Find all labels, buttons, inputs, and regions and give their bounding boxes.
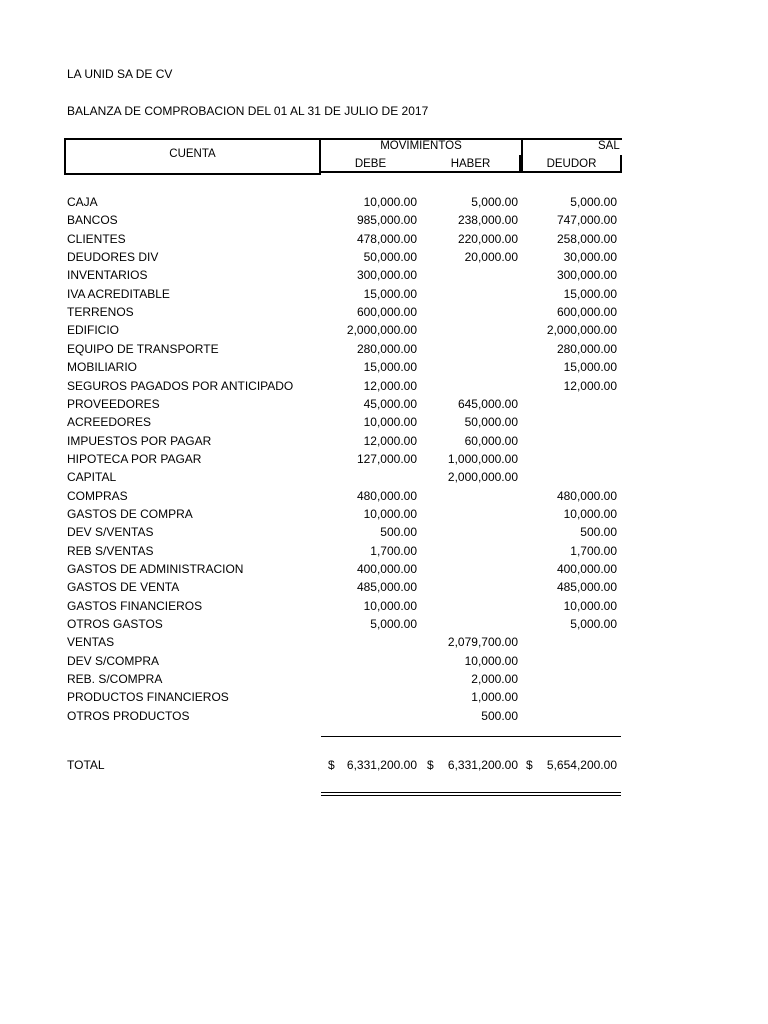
deudor-value: 500.00 bbox=[580, 525, 617, 540]
account-name: EDIFICIO bbox=[67, 323, 120, 338]
header-deudor-label: DEUDOR bbox=[546, 158, 597, 170]
deudor-value: 300,000.00 bbox=[556, 268, 617, 283]
table-row bbox=[0, 489, 768, 507]
table-row bbox=[0, 507, 768, 525]
table-row bbox=[0, 599, 768, 617]
table-row bbox=[0, 232, 768, 250]
account-name: IMPUESTOS POR PAGAR bbox=[67, 433, 212, 448]
table-row bbox=[0, 635, 768, 653]
haber-value: 2,079,700.00 bbox=[447, 635, 518, 650]
account-name: COMPRAS bbox=[67, 488, 128, 503]
header-saldos-label: SAL bbox=[598, 140, 620, 152]
header-cuenta-label: CUENTA bbox=[169, 148, 216, 160]
table-row bbox=[0, 305, 768, 323]
haber-value: 10,000.00 bbox=[464, 653, 518, 668]
haber-value: 1,000,000.00 bbox=[447, 451, 518, 466]
account-name: MOBILIARIO bbox=[67, 360, 138, 375]
debe-value: 480,000.00 bbox=[356, 488, 417, 503]
account-name: GASTOS DE VENTA bbox=[67, 580, 180, 595]
debe-value: 10,000.00 bbox=[363, 598, 417, 613]
account-name: PROVEEDORES bbox=[67, 396, 160, 411]
header-debe-label: DEBE bbox=[354, 158, 387, 170]
deudor-value: 1,700.00 bbox=[570, 543, 617, 558]
deudor-value: 15,000.00 bbox=[563, 286, 617, 301]
debe-value: 10,000.00 bbox=[363, 506, 417, 521]
deudor-value: 480,000.00 bbox=[556, 488, 617, 503]
company-name: LA UNID SA DE CV bbox=[67, 67, 173, 81]
table-row bbox=[0, 470, 768, 488]
deudor-value: 747,000.00 bbox=[556, 213, 617, 228]
haber-value: 5,000.00 bbox=[471, 195, 518, 209]
table-row bbox=[0, 672, 768, 690]
table-row bbox=[0, 379, 768, 397]
total-deudor-currency: $ bbox=[526, 758, 533, 772]
account-name: REB S/VENTAS bbox=[67, 543, 154, 558]
report-title: BALANZA DE COMPROBACION DEL 01 AL 31 DE JULIO DE 2017 bbox=[67, 104, 429, 118]
account-name: CLIENTES bbox=[67, 231, 126, 246]
haber-value: 220,000.00 bbox=[457, 231, 518, 246]
table-row bbox=[0, 525, 768, 543]
haber-value: 1,000.00 bbox=[471, 690, 518, 705]
account-name: BANCOS bbox=[67, 213, 118, 228]
deudor-value: 280,000.00 bbox=[556, 341, 617, 356]
total-haber: 6,331,200.00 bbox=[447, 758, 518, 772]
haber-value: 60,000.00 bbox=[464, 433, 518, 448]
account-name: GASTOS DE COMPRA bbox=[67, 506, 193, 521]
table-row bbox=[0, 562, 768, 580]
debe-value: 2,000,000.00 bbox=[346, 323, 417, 338]
table-row bbox=[0, 250, 768, 268]
account-name: DEV S/VENTAS bbox=[67, 525, 154, 540]
debe-value: 500.00 bbox=[380, 525, 417, 540]
debe-value: 1,700.00 bbox=[370, 543, 417, 558]
debe-value: 485,000.00 bbox=[356, 580, 417, 595]
deudor-value: 5,000.00 bbox=[570, 195, 617, 209]
table-row bbox=[0, 268, 768, 286]
debe-value: 5,000.00 bbox=[370, 617, 417, 632]
account-name: IVA ACREDITABLE bbox=[67, 286, 170, 301]
table-row bbox=[0, 617, 768, 635]
deudor-value: 400,000.00 bbox=[556, 562, 617, 576]
haber-value: 238,000.00 bbox=[457, 213, 518, 228]
total-debe-currency: $ bbox=[328, 758, 335, 772]
debe-value: 15,000.00 bbox=[363, 286, 417, 301]
table-row bbox=[0, 342, 768, 360]
table-row bbox=[0, 580, 768, 598]
table-row bbox=[0, 415, 768, 433]
account-name: TERRENOS bbox=[67, 305, 134, 320]
table-row bbox=[0, 654, 768, 672]
table-row bbox=[0, 434, 768, 452]
account-name: PRODUCTOS FINANCIEROS bbox=[67, 690, 229, 705]
table-row bbox=[0, 397, 768, 415]
account-name: CAJA bbox=[67, 195, 98, 209]
table-row bbox=[0, 360, 768, 378]
account-name: HIPOTECA POR PAGAR bbox=[67, 451, 202, 466]
deudor-value: 10,000.00 bbox=[563, 598, 617, 613]
account-name: SEGUROS PAGADOS POR ANTICIPADO bbox=[67, 378, 294, 393]
debe-value: 280,000.00 bbox=[356, 341, 417, 356]
account-name: OTROS PRODUCTOS bbox=[67, 708, 190, 723]
deudor-value: 10,000.00 bbox=[563, 506, 617, 521]
debe-value: 300,000.00 bbox=[356, 268, 417, 283]
account-name: REB. S/COMPRA bbox=[67, 672, 163, 687]
table-row bbox=[0, 195, 768, 213]
account-name: GASTOS DE ADMINISTRACION bbox=[67, 562, 244, 576]
total-haber-currency: $ bbox=[427, 758, 434, 772]
account-name: DEUDORES DIV bbox=[67, 250, 159, 265]
account-name: EQUIPO DE TRANSPORTE bbox=[67, 341, 219, 356]
account-name: OTROS GASTOS bbox=[67, 617, 163, 632]
deudor-value: 30,000.00 bbox=[563, 250, 617, 265]
deudor-value: 258,000.00 bbox=[556, 231, 617, 246]
account-name: GASTOS FINANCIEROS bbox=[67, 598, 203, 613]
deudor-value: 485,000.00 bbox=[556, 580, 617, 595]
account-name: ACREEDORES bbox=[67, 415, 152, 430]
table-row bbox=[0, 213, 768, 231]
account-name: CAPITAL bbox=[67, 470, 117, 485]
debe-value: 15,000.00 bbox=[363, 360, 417, 375]
total-double-rule-bottom bbox=[321, 795, 621, 796]
table-row bbox=[0, 323, 768, 341]
debe-value: 127,000.00 bbox=[356, 451, 417, 466]
haber-value: 2,000.00 bbox=[471, 672, 518, 687]
account-name: INVENTARIOS bbox=[67, 268, 148, 283]
total-debe: 6,331,200.00 bbox=[346, 758, 417, 772]
debe-value: 12,000.00 bbox=[363, 378, 417, 393]
account-name: VENTAS bbox=[67, 635, 115, 650]
total-label: TOTAL bbox=[67, 758, 105, 772]
table-row bbox=[0, 544, 768, 562]
account-name: DEV S/COMPRA bbox=[67, 653, 160, 668]
haber-value: 2,000,000.00 bbox=[447, 470, 518, 485]
table-row bbox=[0, 287, 768, 305]
deudor-value: 15,000.00 bbox=[563, 360, 617, 375]
debe-value: 600,000.00 bbox=[356, 305, 417, 320]
haber-value: 20,000.00 bbox=[464, 250, 518, 265]
debe-value: 45,000.00 bbox=[363, 396, 417, 411]
debe-value: 985,000.00 bbox=[356, 213, 417, 228]
debe-value: 478,000.00 bbox=[356, 231, 417, 246]
deudor-value: 12,000.00 bbox=[563, 378, 617, 393]
table-row bbox=[0, 709, 768, 727]
subtotal-rule bbox=[321, 736, 621, 737]
deudor-value: 600,000.00 bbox=[556, 305, 617, 320]
haber-value: 50,000.00 bbox=[464, 415, 518, 430]
deudor-value: 5,000.00 bbox=[570, 617, 617, 632]
total-double-rule-top bbox=[321, 792, 621, 793]
haber-value: 500.00 bbox=[481, 708, 518, 723]
debe-value: 12,000.00 bbox=[363, 433, 417, 448]
haber-value: 645,000.00 bbox=[457, 396, 518, 411]
total-deudor: 5,654,200.00 bbox=[546, 758, 617, 772]
deudor-value: 2,000,000.00 bbox=[546, 323, 617, 338]
header-movimientos-label: MOVIMIENTOS bbox=[380, 140, 462, 152]
debe-value: 50,000.00 bbox=[363, 250, 417, 265]
debe-value: 400,000.00 bbox=[356, 562, 417, 576]
table-row bbox=[0, 690, 768, 708]
debe-value: 10,000.00 bbox=[363, 415, 417, 430]
table-row bbox=[0, 452, 768, 470]
debe-value: 10,000.00 bbox=[363, 195, 417, 209]
header-haber-label: HABER bbox=[450, 158, 491, 170]
